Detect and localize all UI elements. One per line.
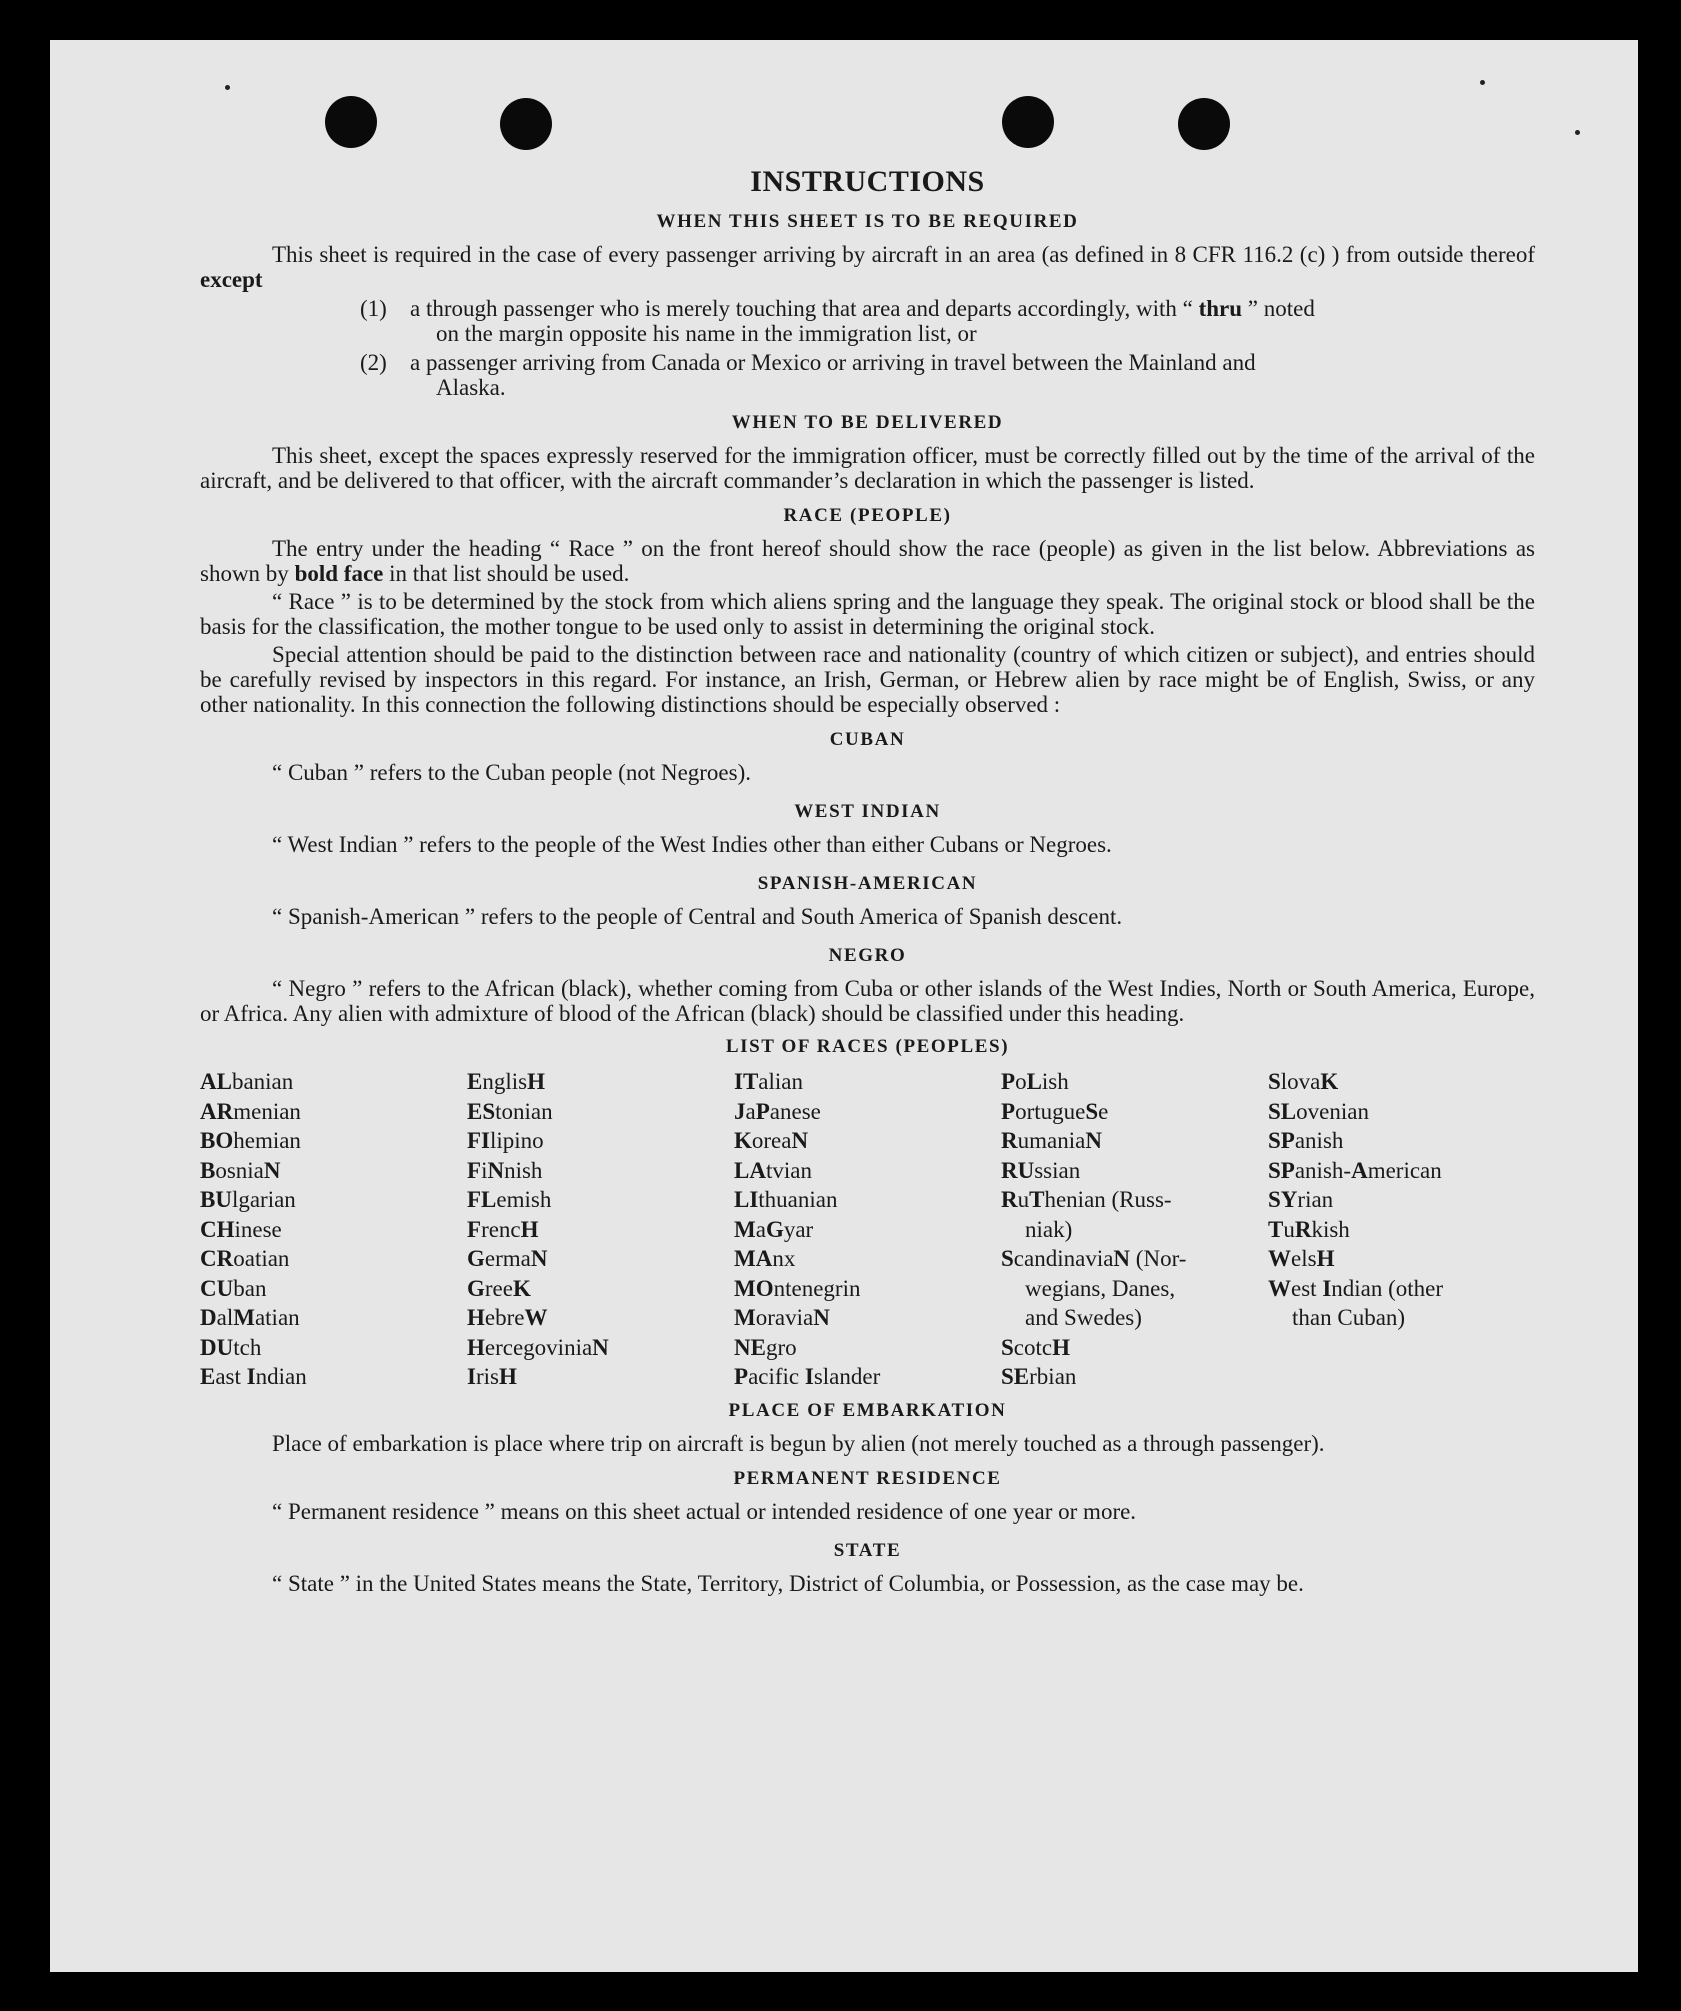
race-entry: LAtvian <box>734 1157 812 1183</box>
punch-hole <box>325 96 377 148</box>
race-entry: FLemish <box>467 1187 552 1212</box>
speck <box>1575 130 1580 135</box>
race-entry: MAnx <box>734 1246 796 1271</box>
heading-spanish-american: SPANISH-AMERICAN <box>757 873 978 894</box>
when-required-intro: This sheet is required in the case of every passenger arriving by aircraft in an area (as defined in 8 CFR 116.2 (c) ) from outside thereof except <box>200 242 1535 292</box>
race-entry: SPanish-American <box>1268 1157 1442 1183</box>
heading-race: RACE (PEOPLE) <box>783 505 952 526</box>
heading-state: STATE <box>833 1539 902 1561</box>
races-column-4 <box>1001 1067 1268 1392</box>
race-entry: EStonian <box>467 1098 553 1124</box>
west-indian-text: “ West Indian ” refers to the people of the West Indies other than either Cubans or Negroes. <box>272 832 1112 857</box>
race-entry: ARmenian <box>200 1098 301 1124</box>
race-entry: PortugueSe <box>1001 1098 1109 1124</box>
race-entry: KoreaN <box>734 1128 809 1153</box>
race-entry: FrencH <box>467 1216 539 1242</box>
race-entry: GermaN <box>467 1246 548 1271</box>
race-entry: DUtch <box>200 1334 262 1360</box>
punch-hole <box>1178 98 1230 150</box>
punch-hole <box>500 98 552 150</box>
race-entry: ALbanian <box>200 1069 294 1094</box>
heading-negro: NEGRO <box>828 945 907 966</box>
race-entry: SErbian <box>1001 1364 1077 1389</box>
race-entry: WelsH <box>1268 1246 1335 1271</box>
race-entry: West Indian (other <box>1268 1275 1444 1301</box>
cuban-text: “ Cuban ” refers to the Cuban people (not Negroes). <box>272 760 752 785</box>
race-entry: wegians, Danes, <box>1025 1275 1176 1301</box>
race-entry: PoLish <box>1001 1069 1069 1094</box>
race-entry: ScotcH <box>1001 1334 1070 1360</box>
race-entry: CRoatian <box>200 1246 290 1271</box>
when-delivered-text: This sheet, except the spaces expressly reserved for the immigration officer, must be correctly filled out by the time of the arrival of the aircraft, and be delivered to that officer, with the aircraft commander’s declaration in which the passenger is listed. <box>200 443 1535 493</box>
permanent-residence-text: “ Permanent residence ” means on this sheet actual or intended residence of one year or more. <box>272 1498 1137 1524</box>
race-entry: HebreW <box>467 1305 548 1330</box>
race-entry: East Indian <box>200 1364 307 1389</box>
races-column-1 <box>200 1067 467 1392</box>
race-entry: SlovaK <box>1268 1069 1339 1094</box>
race-entry: MoraviaN <box>734 1305 830 1330</box>
heading-when-delivered: WHEN TO BE DELIVERED <box>731 412 1004 433</box>
race-entry: SLovenian <box>1268 1098 1369 1124</box>
exception-item-1: (1) a through passenger who is merely touching that area and departs accordingly, with “ thru ” noted on the margin opposite his name in the immigration list, or <box>360 296 1315 346</box>
race-entry: ITalian <box>734 1069 803 1094</box>
heading-west-indian: WEST INDIAN <box>794 801 941 822</box>
race-paragraph-1: The entry under the heading “ Race ” on the front hereof should show the race (people) as given in the list below. Abbreviations as shown by bold face in that list should be used. <box>200 536 1535 586</box>
race-entry: CUban <box>200 1275 267 1301</box>
race-entry: MaGyar <box>734 1216 814 1242</box>
heading-permanent-residence: PERMANENT RESIDENCE <box>733 1467 1002 1489</box>
race-entry: RuThenian (Russ- <box>1001 1187 1172 1212</box>
race-entry: FiNnish <box>467 1157 543 1183</box>
race-entry: LIthuanian <box>734 1187 838 1212</box>
races-column-3 <box>734 1067 1001 1392</box>
race-entry: BosniaN <box>200 1157 281 1183</box>
race-entry: SYrian <box>1268 1187 1334 1212</box>
race-entry: MOntenegrin <box>734 1275 861 1301</box>
heading-place-of-embarkation: PLACE OF EMBARKATION <box>728 1399 1007 1421</box>
race-entry: BUlgarian <box>200 1187 296 1212</box>
embarkation-text: Place of embarkation is place where trip on aircraft is begun by alien (not merely touched as a through passenger). <box>272 1430 1325 1456</box>
race-entry: and Swedes) <box>1025 1305 1142 1330</box>
punch-hole <box>1002 96 1054 148</box>
negro-text: “ Negro ” refers to the African (black), whether coming from Cuba or other islands of the West Indies, North or South America, Europe, or Africa. Any alien with admixture of blood of the African (black) should be classified under this heading. <box>200 976 1535 1026</box>
races-column-5 <box>1268 1067 1535 1392</box>
race-paragraph-2: “ Race ” is to be determined by the stock from which aliens spring and the language they speak. The original stock or blood shall be the basis for the classification, the mother tongue to be used only to assist in determining the original stock. <box>200 589 1535 639</box>
page-title: INSTRUCTIONS <box>750 165 985 198</box>
heading-cuban: CUBAN <box>829 729 906 750</box>
race-entry: RUssian <box>1001 1157 1081 1183</box>
exception-item-2: (2) a passenger arriving from Canada or Mexico or arriving in travel between the Mainland and Alaska. <box>360 350 1256 400</box>
races-list <box>200 1067 1535 1392</box>
heading-when-required: WHEN THIS SHEET IS TO BE REQUIRED <box>656 211 1079 232</box>
race-entry: FIlipino <box>467 1128 544 1153</box>
race-entry: ScandinaviaN (Nor- <box>1001 1246 1187 1271</box>
document-sheet <box>50 40 1638 1972</box>
race-entry: GreeK <box>467 1275 531 1301</box>
state-text: “ State ” in the United States means the State, Territory, District of Columbia, or Possession, as the case may be. <box>272 1570 1304 1596</box>
race-entry: NEgro <box>734 1334 797 1360</box>
race-entry: CHinese <box>200 1216 282 1242</box>
spanish-american-text: “ Spanish-American ” refers to the people of Central and South America of Spanish descent. <box>272 904 1123 929</box>
race-entry: IrisH <box>467 1364 517 1389</box>
race-entry: HercegoviniaN <box>467 1334 609 1360</box>
race-entry: RumaniaN <box>1001 1128 1102 1153</box>
race-entry: DalMatian <box>200 1305 300 1330</box>
race-entry: SPanish <box>1268 1128 1344 1153</box>
instructions-content <box>200 165 1535 1596</box>
race-entry: than Cuban) <box>1292 1305 1406 1330</box>
race-entry: BOhemian <box>200 1128 301 1153</box>
race-entry: niak) <box>1025 1216 1073 1242</box>
heading-list-of-races: LIST OF RACES (PEOPLES) <box>725 1036 1010 1057</box>
races-column-2 <box>467 1067 734 1392</box>
race-entry: TuRkish <box>1268 1216 1350 1242</box>
speck <box>225 85 230 90</box>
speck <box>1480 80 1485 85</box>
race-entry: JaPanese <box>734 1098 821 1124</box>
race-entry: Pacific Islander <box>734 1364 881 1389</box>
race-entry: EnglisH <box>467 1069 545 1094</box>
race-paragraph-3: Special attention should be paid to the distinction between race and nationality (country of which citizen or subject), and entries should be carefully revised by inspectors in this regard. For instance, an Irish, German, or Hebrew alien by race might be of English, Swiss, or any other nationality. In this connection the following distinctions should be especially observed : <box>200 642 1535 717</box>
